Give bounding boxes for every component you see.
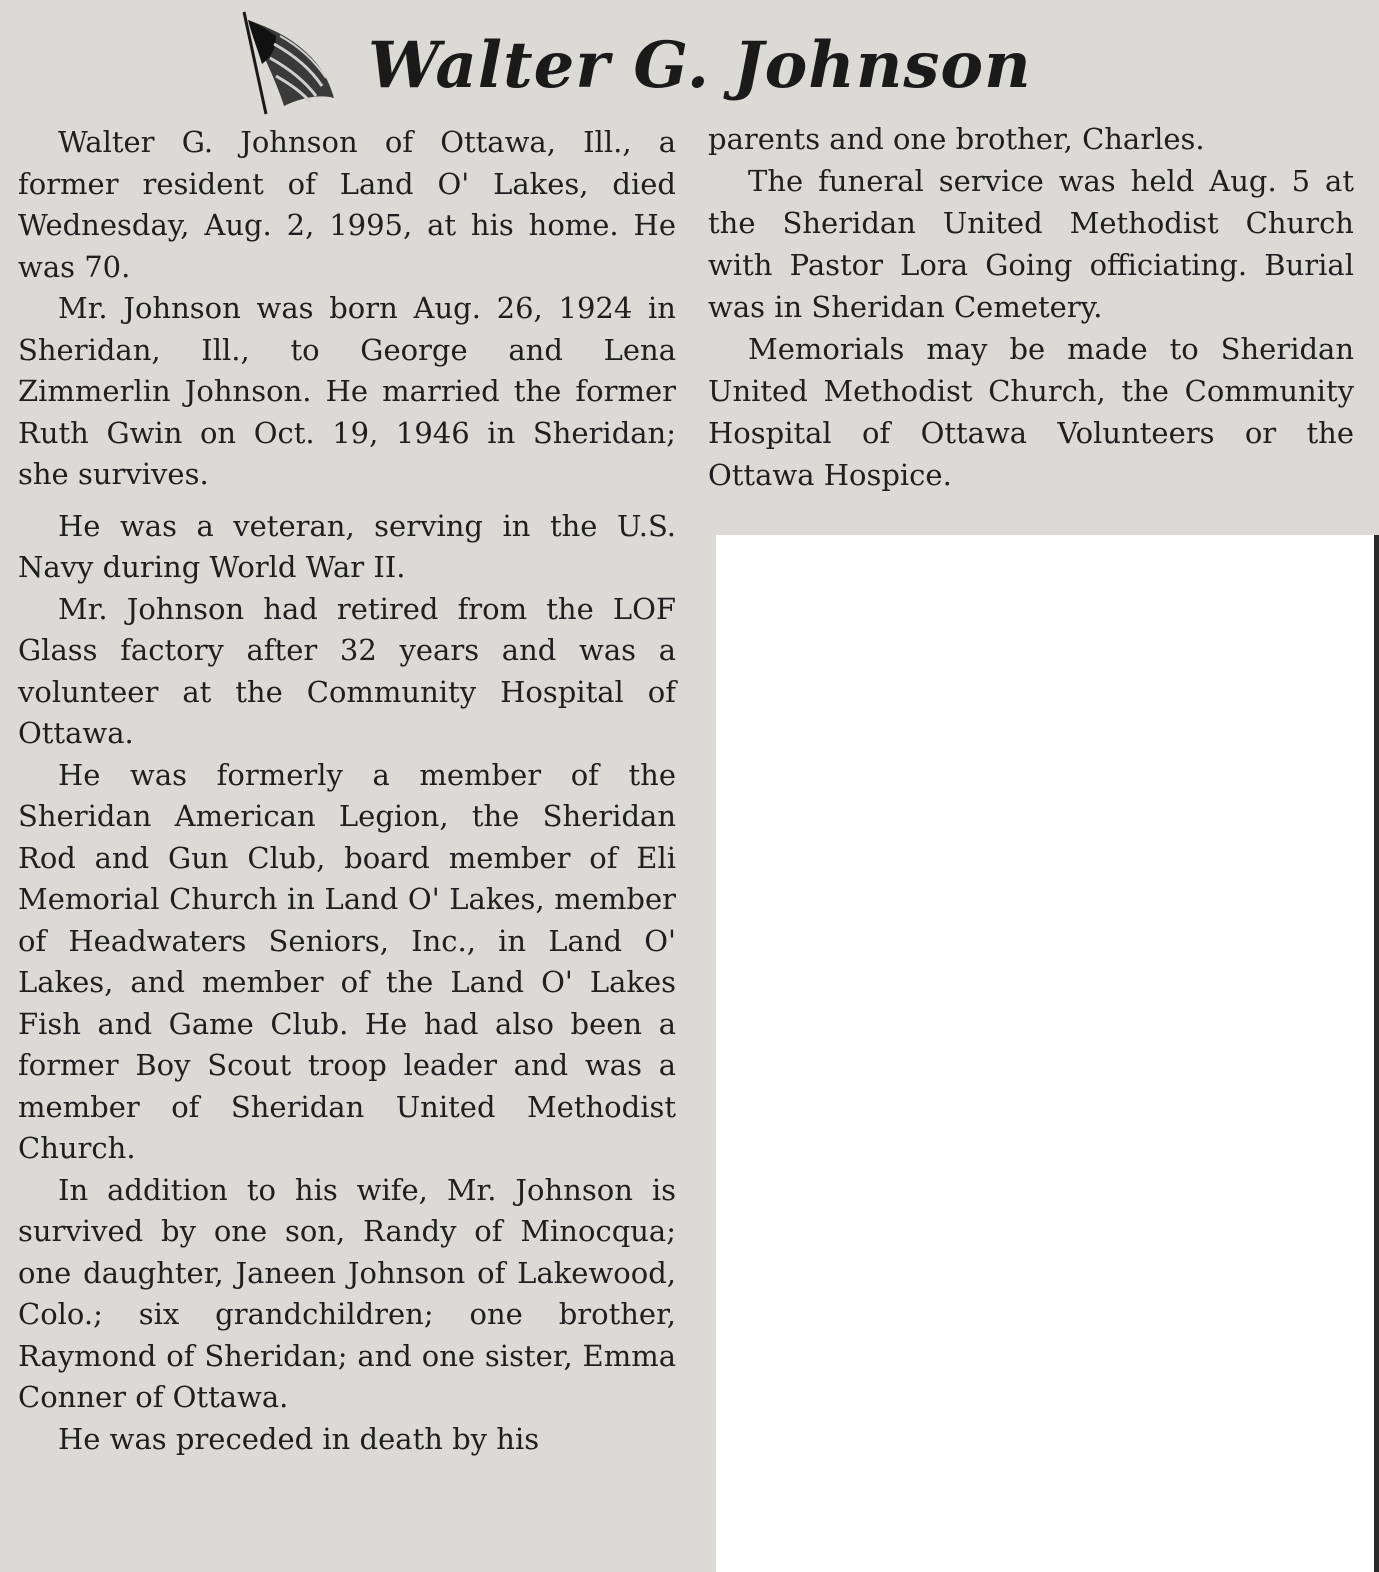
paragraph-preceded: He was preceded in death by his [58, 1421, 540, 1456]
paragraph-funeral: The funeral service was held Aug. 5 at the Sheridan United Methodist Church with Pastor Lora Going officiating. Burial was in Sheridan Cemetery. [708, 164, 1354, 324]
paragraph-birth: Mr. Johnson was born Aug. 26, 1924 in Sheridan, Ill., to George and Lena Zimmerlin Johnson. He married the former Ruth Gwin on Oct. 19, 1946 in Sheridan; she survives. [18, 291, 676, 491]
obituary-header [240, 6, 1140, 116]
paragraph-preceded-continued: parents and one brother, Charles. [708, 122, 1205, 156]
obituary-title: Walter G. Johnson [368, 28, 1032, 103]
left-column [18, 122, 676, 1460]
clipping-edge [1374, 535, 1379, 1572]
paragraph-survivors: In addition to his wife, Mr. Johnson is survived by one son, Randy of Minocqua; one daughter, Janeen Johnson of Lakewood, Colo.; six grandchildren; one brother, Raymond of Sheridan; and one sister, Emma Conner of Ottawa. [18, 1172, 676, 1414]
paragraph-veteran: He was a veteran, serving in the U.S. Navy during World War II. [18, 508, 676, 584]
paragraph-memorials: Memorials may be made to Sheridan United Methodist Church, the Community Hospital of Ottawa Volunteers or the Ottawa Hospice. [708, 332, 1354, 492]
paragraph-career: Mr. Johnson had retired from the LOF Glass factory after 32 years and was a volunteer at the Community Hospital of Ottawa. [18, 591, 676, 750]
right-column [708, 118, 1354, 496]
blank-area [716, 535, 1374, 1572]
paragraph-memberships: He was formerly a member of the Sheridan American Legion, the Sheridan Rod and Gun Club, board member of Eli Memorial Church in Land O' Lakes, member of Headwaters Seniors, Inc., in Land O' Lakes, and member of the Land O' Lakes Fish and Game Club. He had also been a former Boy Scout troop leader and was a member of Sheridan United Methodist Church. [18, 757, 676, 1165]
paragraph-death-notice: Walter G. Johnson of Ottawa, Ill., a former resident of Land O' Lakes, died Wednesday, Aug. 2, 1995, at his home. He was 70. [18, 125, 676, 284]
american-flag-icon [240, 6, 340, 116]
